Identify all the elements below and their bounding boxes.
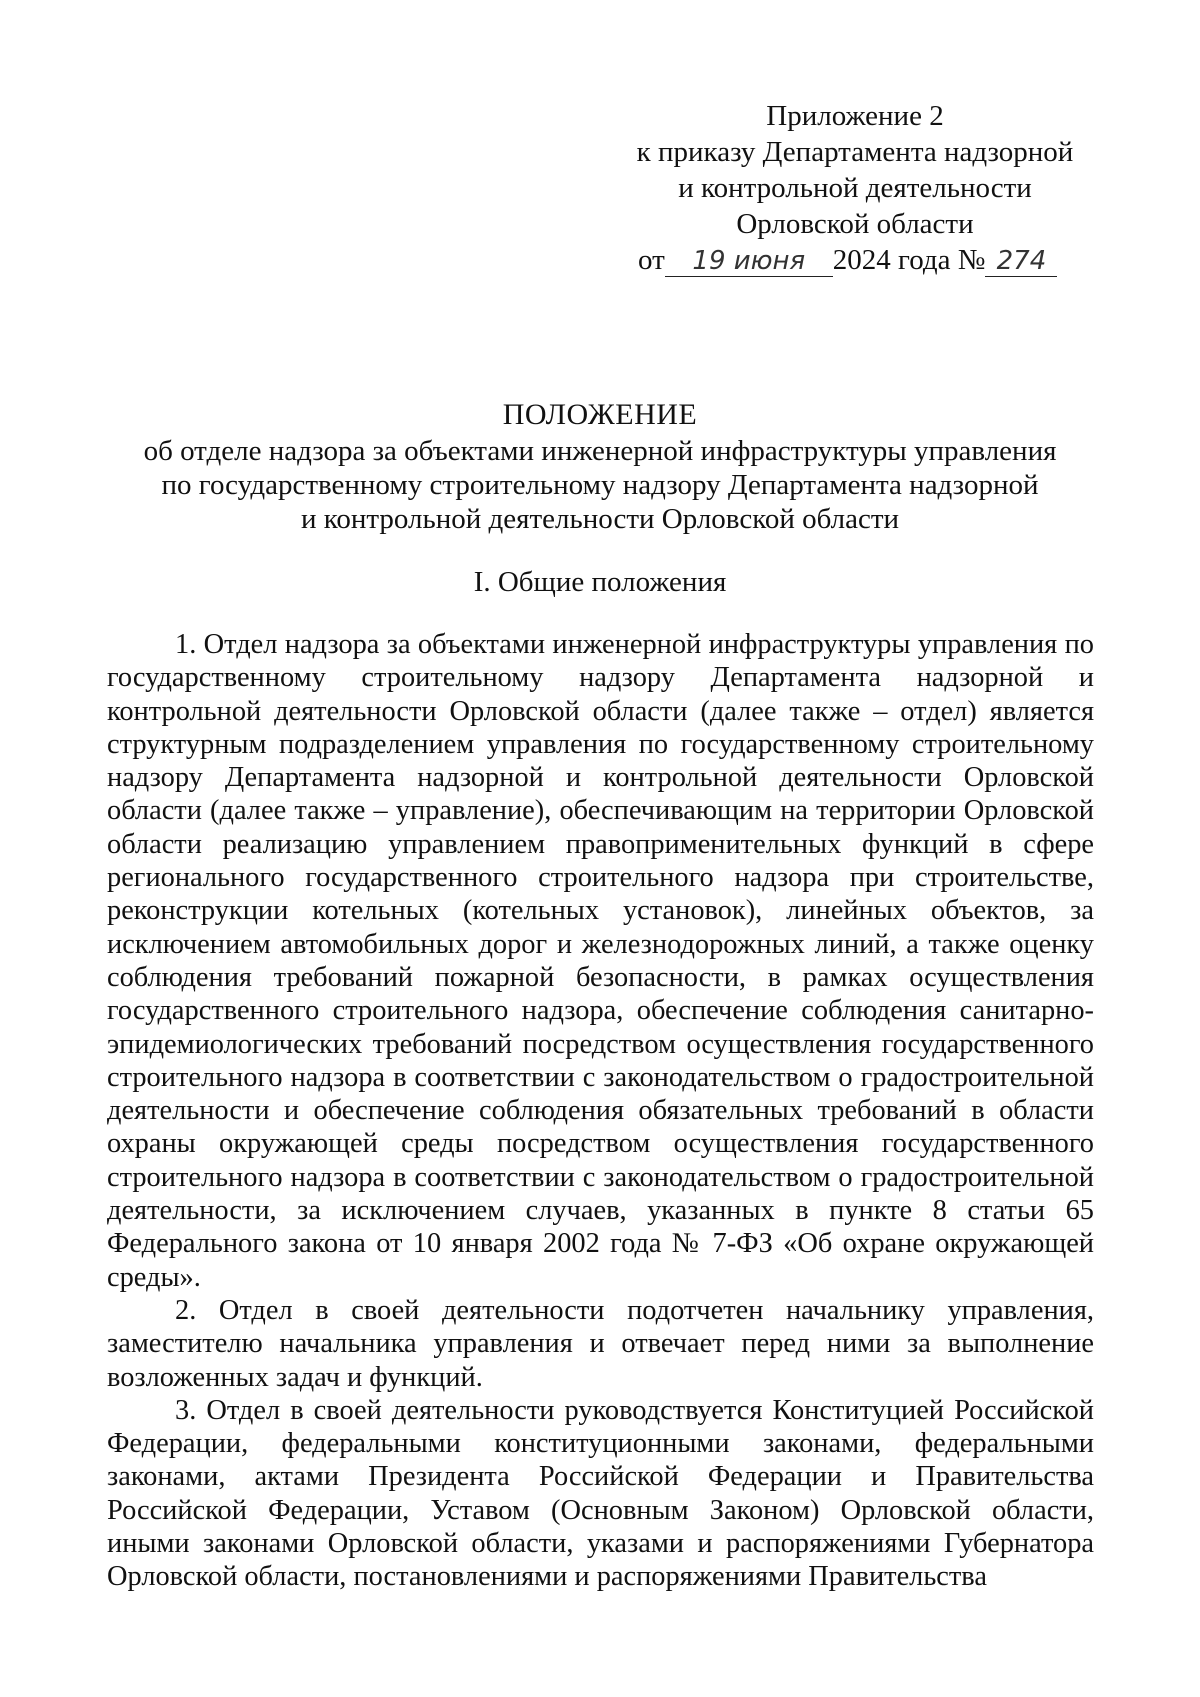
title-line-2: по государственному строительному надзору Департамента надзорной <box>161 469 1039 501</box>
annex-department-line: и контрольной деятельности <box>678 172 1032 204</box>
date-prefix: от <box>638 244 665 276</box>
title-line-3: и контрольной деятельности Орловской области <box>300 503 900 535</box>
date-year-number-label: 2024 года № <box>832 244 986 276</box>
document-title <box>110 398 1090 536</box>
handwritten-date: 19 июня <box>665 246 833 277</box>
annex-order-line: к приказу Департамента надзорной <box>636 136 1074 168</box>
annex-title: Приложение 2 <box>766 100 944 132</box>
annex-date-line <box>620 242 1090 278</box>
title-line-1: об отделе надзора за объектами инженерной инфраструктуры управления <box>143 435 1057 467</box>
document-body <box>107 628 1094 1594</box>
annex-region-line: Орловской области <box>736 208 974 240</box>
handwritten-order-number: 274 <box>985 246 1057 277</box>
paragraph-1: 1. Отдел надзора за объектами инженерной инфраструктуры управления по государственному строительному надзору Департамента надзорной и контрольной деятельности Орловской области (далее также – отдел) является структурным подразделением управления по государственному строительному надзору Департамента надзорной и контрольной деятельности Орловской области (далее также – управление), обеспечивающим на территории Орловской области реализацию управлением правоприменительных функций в сфере регионального государственного строительного надзора при строительстве, реконструкции котельных (котельных установок), линейных объектов, за исключением автомобильных дорог и железнодорожных линий, а также оценку соблюдения требований пожарной безопасности, в рамках осуществления государственного строительного надзора, обеспечение соблюдения санитарно-эпидемиологических требований посредством осуществления государственного строительного надзора в соответствии с законодательством о градостроительной деятельности и обеспечение соблюдения обязательных требований в области охраны окружающей среды посредством осуществления государственного строительного надзора в соответствии с законодательством о градостроительной деятельности, за исключением случаев, указанных в пункте 8 статьи 65 Федерального закона от 10 января 2002 года № 7-ФЗ «Об охране окружающей среды». <box>107 629 1094 1293</box>
title-heading: ПОЛОЖЕНИЕ <box>502 398 698 431</box>
paragraph-2: 2. Отдел в своей деятельности подотчетен начальнику управления, заместителю начальника управления и отвечает перед ними за выполнение возложенных задач и функций. <box>107 1294 1094 1393</box>
annex-header <box>620 98 1090 278</box>
paragraph-3: 3. Отдел в своей деятельности руководствуется Конституцией Российской Федерации, федеральными конституционными законами, федеральными законами, актами Президента Российской Федерации и Правительства Российской Федерации, Уставом (Основным Законом) Орловской области, иными законами Орловской области, указами и распоряжениями Губернатора Орловской области, постановлениями и распоряжениями Правительства <box>107 1394 1094 1593</box>
section-heading: I. Общие положения <box>473 566 727 598</box>
